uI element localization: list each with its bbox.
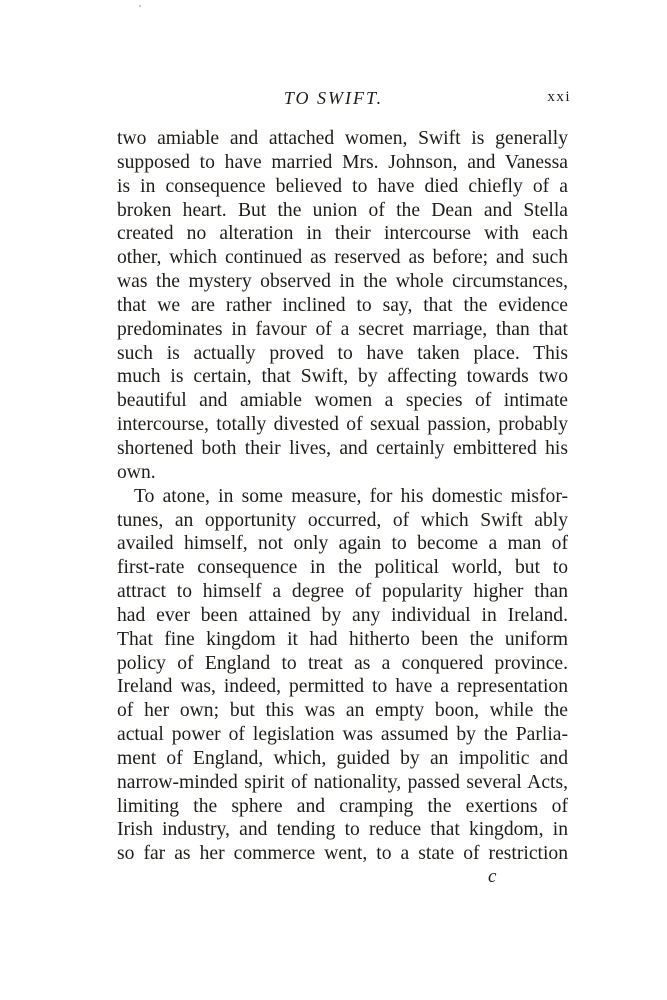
text-line: supposed to have married Mrs. Johnson, and Vanessa [117, 151, 568, 173]
text-line: intercourse, totally divested of sexual passion, probably [117, 414, 568, 436]
text-line: such is actually proved to have taken place. This [117, 342, 568, 364]
paragraph-end-line: own. [117, 461, 156, 483]
text-line: narrow-minded spirit of nationality, passed several Acts, [117, 771, 568, 793]
text-line: broken heart. But the union of the Dean and Stella [117, 199, 568, 221]
text-line: of her own; but this was an empty boon, while the [117, 700, 568, 722]
text-line: attract to himself a degree of popularity higher than [117, 581, 568, 603]
text-line: limiting the sphere and cramping the exertions of [117, 795, 568, 817]
text-line: That fine kingdom it had hitherto been the uniform [117, 628, 568, 650]
paragraph-start-line: To atone, in some measure, for his domestic misfor- [134, 485, 568, 507]
text-line: had ever been attained by any individual in Ireland. [117, 604, 568, 626]
text-line: first-rate consequence in the political world, but to [117, 557, 568, 579]
text-line: other, which continued as reserved as before; and such [117, 247, 568, 269]
text-line: Ireland was, indeed, permitted to have a representation [117, 676, 568, 698]
text-line: two amiable and attached women, Swift is generally [117, 128, 568, 149]
text-line: ment of England, which, guided by an impolitic and [117, 747, 568, 769]
text-line: that we are rather inclined to say, that the evidence [117, 294, 568, 316]
text-line: is in consequence believed to have died chiefly of a [117, 175, 568, 197]
body-text [117, 127, 568, 866]
text-line: shortened both their lives, and certainly embittered his [117, 437, 568, 459]
text-line: policy of England to treat as a conquered province. [117, 652, 568, 674]
text-line: predominates in favour of a secret marriage, than that [117, 318, 568, 340]
running-title: TO SWIFT. [283, 88, 384, 108]
page-number: xxi [547, 89, 571, 105]
text-line: tunes, an opportunity occurred, of which Swift ably [117, 509, 568, 531]
signature-mark: c [488, 866, 497, 887]
text-line: created no alteration in their intercourse with each [117, 223, 568, 245]
text-line: much is certain, that Swift, by affecting towards two [117, 366, 568, 388]
text-line: beautiful and amiable women a species of intimate [117, 390, 568, 412]
page-header [0, 88, 667, 112]
scan-speck [139, 5, 141, 7]
text-line: availed himself, not only again to become a man of [117, 533, 568, 555]
text-line: Irish industry, and tending to reduce that kingdom, in [117, 819, 568, 841]
text-line: so far as her commerce went, to a state of restriction [117, 843, 568, 865]
text-line: was the mystery observed in the whole circumstances, [117, 271, 568, 293]
text-line: actual power of legislation was assumed by the Parlia- [117, 724, 568, 746]
